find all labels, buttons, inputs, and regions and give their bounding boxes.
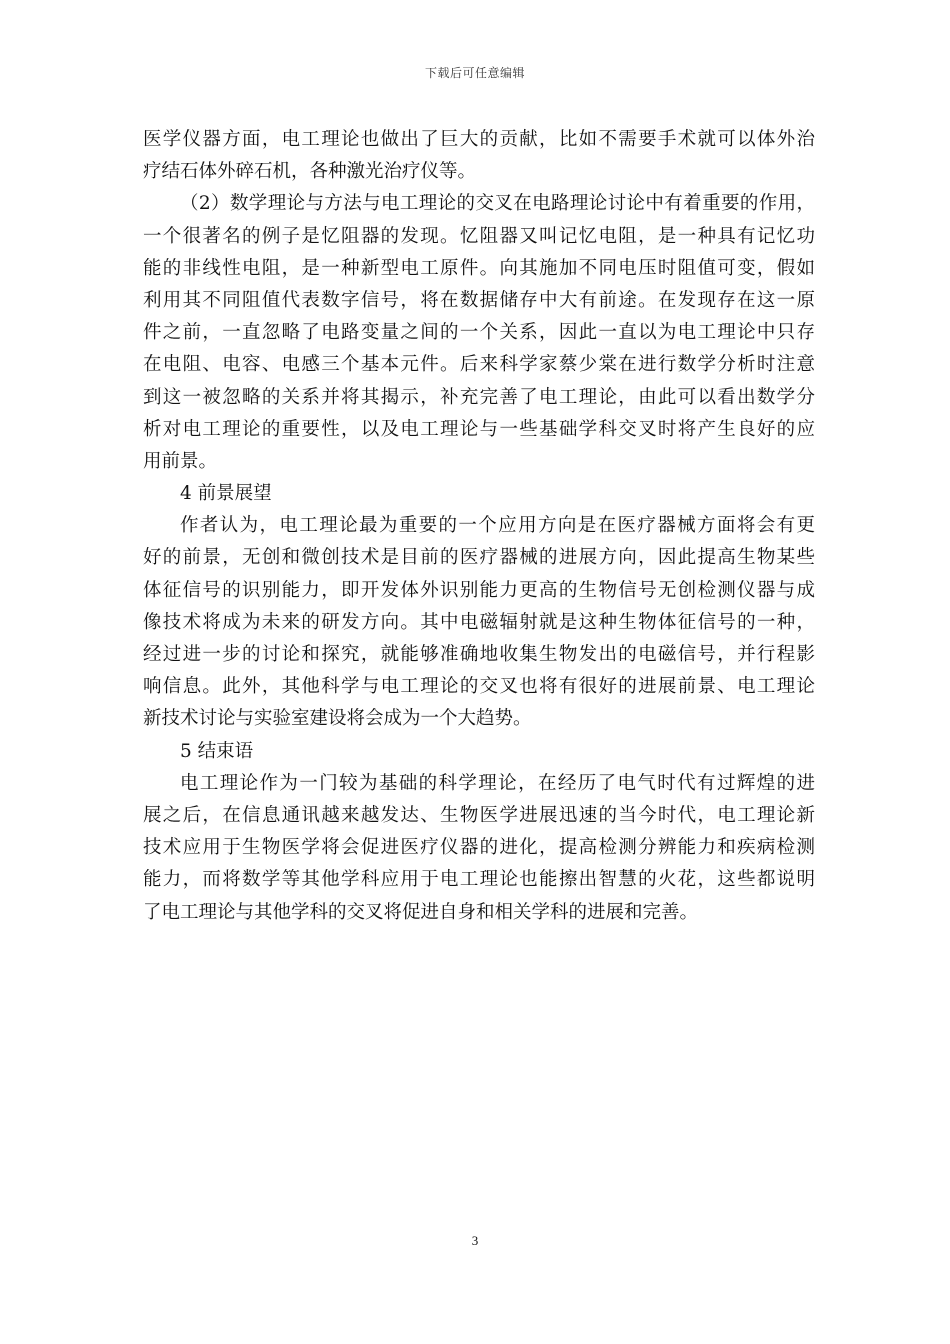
text-line: 到这一被忽略的关系并将其揭示，补充完善了电工理论，由此可以看出数学分 [143,386,815,408]
text-line: 电工理论作为一门较为基础的科学理论，在经历了电气时代有过辉煌的进 [180,772,815,794]
page-number: 3 [471,1233,479,1248]
text-line: 医学仪器方面，电工理论也做出了巨大的贡献，比如不需要手术就可以体外治 [143,129,815,150]
text-line: 用前景。 [143,450,218,472]
text-line: 经过进一步的讨论和探究，就能够准确地收集生物发出的电磁信号，并行程影 [143,644,815,665]
text-line: 在电阻、电容、电感三个基本元件。后来科学家蔡少棠在进行数学分析时注意 [143,354,815,376]
text-line: 了电工理论与其他学科的交叉将促进自身和相关学科的进展和完善。 [143,901,699,923]
document-body [143,124,815,929]
text-line: 一个很著名的例子是忆阻器的发现。忆阻器又叫记忆电阻，是一种具有记忆功 [143,225,815,247]
text-line: 技术应用于生物医学将会促进医疗仪器的进化，提高检测分辨能力和疾病检测 [143,837,815,859]
text-line: 体征信号的识别能力，即开发体外识别能力更高的生物信号无创检测仪器与成 [143,579,815,601]
section-heading: 5 结束语 [180,740,254,762]
text-line: 响信息。此外，其他科学与电工理论的交叉也将有很好的进展前景、电工理论 [143,676,815,698]
text-line: 作者认为，电工理论最为重要的一个应用方向是在医疗器械方面将会有更 [180,515,815,537]
section-heading: 4 前景展望 [180,483,272,505]
text-line: 疗结石体外碎石机，各种激光治疗仪等。 [143,161,477,183]
text-line: 析对电工理论的重要性，以及电工理论与一些基础学科交叉时将产生良好的应 [143,418,815,440]
text-line: 展之后，在信息通讯越来越发达、生物医学进展迅速的当今时代，电工理论新 [143,804,815,826]
text-line: 新技术讨论与实验室建设将会成为一个大趋势。 [143,708,532,730]
text-line: 像技术将成为未来的研发方向。其中电磁辐射就是这种生物体征信号的一种， [143,611,815,633]
text-line: 件之前，一直忽略了电路变量之间的一个关系，因此一直以为电工理论中只存 [143,322,815,344]
text-line: 能的非线性电阻，是一种新型电工原件。向其施加不同电压时阻值可变，假如 [143,257,815,279]
text-line: 能力，而将数学等其他学科应用于电工理论也能擦出智慧的火花，这些都说明 [143,869,815,891]
text-line: 好的前景，无创和微创技术是目前的医疗器械的进展方向，因此提高生物某些 [143,547,815,569]
page-header: 下载后可任意编辑 [424,66,525,80]
text-line: （2）数学理论与方法与电工理论的交叉在电路理论讨论中有着重要的作用， [180,193,815,215]
text-line: 利用其不同阻值代表数字信号，将在数据储存中大有前途。在发现存在这一原 [143,289,815,311]
